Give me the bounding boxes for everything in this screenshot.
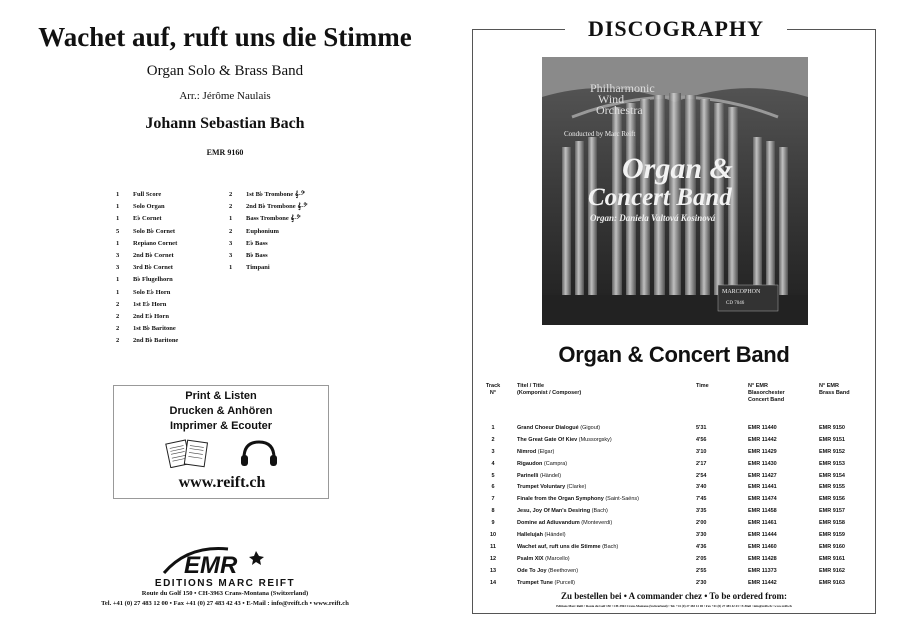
track-emr-concert-band: EMR 11373 [748,567,777,574]
track-composer: (Bach) [602,543,619,550]
track-number: 9 [491,520,495,527]
track-emr-concert-band: EMR 11441 [748,484,777,491]
part-item [116,262,178,274]
parts-list-column-1 [116,189,178,348]
part-name: Solo Organ [133,203,165,211]
part-name: Solo E♭ Horn [133,288,171,296]
track-title: Trumpet Tune [517,579,553,586]
part-quantity: 3 [229,239,233,247]
track-title: Ode To Joy [517,567,547,574]
track-number: 3 [491,448,495,455]
part-name: 1st B♭ Baritone [133,325,176,333]
track-title: Finale from the Organ Symphony [517,496,604,503]
table-row [482,471,870,483]
parts-list-column-2 [229,189,307,274]
track-composer: (Elgar) [537,448,555,455]
part-name: Full Score [133,191,162,198]
track-title-cell [517,520,612,526]
track-title: The Great Gate Of Kiev [517,436,578,443]
part-name: 3rd B♭ Cornet [133,264,173,272]
track-emr-brass-band: EMR 9152 [819,448,845,455]
part-name: E♭ Cornet [133,215,162,223]
part-item [116,213,178,225]
part-quantity: 1 [116,276,120,284]
track-time: 3'30 [696,532,707,539]
part-quantity: 1 [116,215,120,223]
track-time: 4'36 [696,543,707,550]
track-title-cell [517,437,612,443]
track-emr-concert-band: EMR 11442 [748,436,777,443]
track-emr-brass-band: EMR 9151 [819,436,845,443]
track-emr-concert-band: EMR 11460 [748,543,777,550]
part-name: Euphonium [246,227,279,235]
part-quantity: 1 [116,288,120,296]
part-item [229,238,307,250]
publisher-name: EDITIONS MARC REIFT [154,578,296,589]
header-time: Time [696,383,709,389]
track-title-cell [517,568,578,574]
track-emr-brass-band: EMR 9155 [819,484,845,491]
table-row [482,459,870,471]
track-time: 7'45 [696,496,707,503]
table-row [482,482,870,494]
part-name: 2nd B♭ Cornet [133,252,174,260]
track-composer: (Purcell) [554,579,575,586]
part-quantity: 2 [229,227,233,235]
track-emr-concert-band: EMR 11474 [748,496,777,503]
track-emr-concert-band: EMR 11429 [748,448,777,455]
header-track: Track N° [485,383,501,396]
track-title-cell [517,473,561,479]
track-emr-brass-band: EMR 9156 [819,496,845,503]
emr-logo-icon [158,543,278,579]
track-emr-concert-band: EMR 11442 [748,579,777,586]
track-composer: (Mussorgsky) [578,436,612,443]
catalog-code: EMR 9160 [206,148,244,157]
track-time: 2'05 [696,555,707,562]
part-quantity: 2 [116,337,120,345]
track-title-cell [517,461,567,467]
instrumentation: Organ Solo & Brass Band [146,63,304,79]
part-name: Bass Trombone 𝄞-𝄢 [246,215,301,223]
part-item [116,189,178,201]
part-item [116,299,178,311]
track-rows [482,423,870,589]
track-composer: (Monteverdi) [581,520,613,527]
headphones-icon [241,442,277,466]
composer: Johann Sebastian Bach [145,115,305,132]
track-emr-brass-band: EMR 9153 [819,460,845,467]
track-number: 4 [491,460,495,467]
track-emr-brass-band: EMR 9150 [819,425,845,431]
part-name: E♭ Bass [246,239,268,247]
cover-title-line-2: Concert Band [588,184,732,211]
print-line: Imprimer & Ecouter [169,420,273,432]
track-emr-concert-band: EMR 11461 [748,520,777,527]
part-name: Solo B♭ Cornet [133,227,176,235]
arranger: Arr.: Jérôme Naulais [179,90,271,102]
track-number: 2 [491,436,495,443]
track-time: 2'30 [696,579,707,586]
part-name: 2nd B♭ Trombone 𝄞-𝄢 [246,203,308,211]
print-listen-box [113,385,329,499]
publisher-contact: Tel. +41 (0) 27 483 12 00 • Fax +41 (0) 27 483 42 43 • E-Mail : info@reift.ch • www.reift.ch [101,600,349,607]
part-quantity: 3 [116,252,120,260]
track-composer: (Gigout) [580,425,601,431]
part-name: Timpani [246,264,270,272]
track-emr-concert-band: EMR 11440 [748,425,777,431]
track-composer: (Bach) [591,508,608,515]
track-composer: (Campra) [543,460,568,467]
part-item [229,250,307,262]
track-title-cell [517,544,618,550]
cover-conductor: Conducted by Marc Reift [564,130,636,138]
track-composer: (Händel) [539,472,562,479]
track-number: 13 [489,567,497,574]
table-row [482,435,870,447]
part-quantity: 3 [229,252,233,260]
track-composer: (Marcello) [545,555,570,562]
track-title: Rigaudon [517,460,543,467]
track-title-cell [517,532,566,538]
part-item [229,226,307,238]
cover-catalog: CD 7046 [726,301,745,306]
track-time: 3'40 [696,484,707,491]
track-title: Parinelli [517,472,539,479]
track-time: 2'17 [696,460,707,467]
part-item [116,274,178,286]
track-number: 8 [491,508,495,515]
table-row [482,578,870,590]
order-line: Zu bestellen bei • A commander chez • To be ordered from: [560,591,788,601]
track-time: 3'10 [696,448,707,455]
track-emr-brass-band: EMR 9154 [819,472,845,479]
track-emr-concert-band: EMR 11428 [748,555,777,562]
track-title: Jesu, Joy Of Man's Desiring [517,508,591,515]
part-name: 1st B♭ Trombone 𝄞-𝄢 [246,191,305,198]
part-item [229,189,307,201]
part-quantity: 1 [116,203,120,211]
print-line: Drucken & Anhören [169,405,273,417]
track-time: 4'56 [696,436,707,443]
svg-text:EMR: EMR [184,552,238,579]
track-time: 2'00 [696,520,707,527]
track-emr-concert-band: EMR 11427 [748,472,777,479]
track-composer: (Händel) [544,532,566,539]
track-title: Domine ad Adiuvandum [517,520,580,527]
track-title-cell [517,425,600,431]
track-time: 2'55 [696,567,707,574]
cover-orchestra: Philharmonic Wind Orchestra [590,81,655,117]
table-row [482,530,870,542]
track-title: Wachet auf, ruft uns die Stimme [517,543,601,550]
part-item [116,201,178,213]
album-title: Organ & Concert Band [558,342,790,367]
order-address: Editions Marc Reift • Route du Golf 150 • CH-3963 Crans-Montana (Switzerland) • Tel. +41 (0) 27 483 12 00 • Fax +41 (0) 27 483 42 43 • E-Mail : info@reift.ch • www.reift.ch [556,604,792,608]
part-item [116,335,178,347]
track-emr-brass-band: EMR 9162 [819,567,845,574]
piece-title: Wachet auf, ruft uns die Stimme [38,22,412,52]
track-time: 2'54 [696,472,707,479]
part-quantity: 1 [229,264,233,272]
part-name: 2nd B♭ Baritone [133,337,179,345]
part-quantity: 1 [116,191,120,198]
part-quantity: 2 [116,300,120,308]
track-title-cell [517,496,639,502]
track-emr-brass-band: EMR 9158 [819,520,845,527]
track-title: Trumpet Voluntary [517,484,566,491]
part-quantity: 5 [116,227,120,235]
track-title: Hallelujah [517,532,543,539]
track-emr-brass-band: EMR 9157 [819,508,845,515]
part-item [116,311,178,323]
part-item [116,226,178,238]
track-title-cell [517,449,554,455]
track-composer: (Saint-Saëns) [605,496,639,503]
track-composer: (Clarke) [566,484,587,491]
part-item [229,213,307,225]
track-composer: (Beethoven) [548,567,579,574]
track-emr-brass-band: EMR 9161 [819,555,845,562]
table-row [482,566,870,578]
table-row [482,554,870,566]
track-number: 14 [489,579,497,586]
cover-organist: Organ: Daniela Valtová Kosinová [590,213,716,223]
track-title: Psalm XIX [517,555,544,562]
album-cover [542,57,808,325]
table-row [482,494,870,506]
cover-title-line-1: Organ & [622,152,733,185]
track-time: 3'35 [696,508,707,515]
track-number: 1 [491,425,495,431]
cover-label: MARCOPHON [722,289,761,295]
part-quantity: 1 [116,239,120,247]
track-emr-concert-band: EMR 11444 [748,532,777,539]
part-quantity: 2 [229,203,233,211]
track-emr-brass-band: EMR 9163 [819,579,845,586]
track-emr-concert-band: EMR 11458 [748,508,777,515]
part-item [116,287,178,299]
part-name: B♭ Flugelhorn [133,276,173,284]
track-title-cell [517,580,575,586]
part-name: Repiano Cornet [133,239,178,247]
discography-heading: DISCOGRAPHY [565,16,787,42]
part-quantity: 2 [116,313,120,321]
track-number: 12 [489,555,497,562]
track-number: 5 [491,472,495,479]
track-number: 10 [489,532,497,539]
track-title-cell [517,484,586,490]
table-row [482,518,870,530]
track-number: 11 [490,543,496,550]
print-line: Print & Listen [185,390,257,402]
track-time: 5'31 [696,425,707,431]
publisher-address: Route du Golf 150 • CH-3963 Crans-Montana (Switzerland) [141,590,309,597]
track-number: 6 [491,484,495,491]
part-item [229,201,307,213]
table-row [482,542,870,554]
sheet-music-headphones-icon [162,438,282,468]
part-quantity: 1 [229,215,233,223]
header-title: Titel / Title (Komponist / Composer) [517,383,582,396]
table-row [482,447,870,459]
table-row [482,506,870,518]
table-row [482,423,870,435]
part-name: B♭ Bass [246,252,268,260]
track-title: Nimrod [517,448,537,455]
track-emr-brass-band: EMR 9159 [819,532,845,539]
track-title: Grand Choeur Dialogué [517,425,579,431]
header-emr-concert-band: N° EMR Blasorchester Concert Band [748,383,785,403]
part-quantity: 3 [116,264,120,272]
track-title-cell [517,556,570,562]
part-quantity: 2 [116,325,120,333]
part-item [116,250,178,262]
part-name: 1st E♭ Horn [133,300,167,308]
part-item [229,262,307,274]
track-emr-concert-band: EMR 11430 [748,460,777,467]
track-number: 7 [491,496,495,503]
part-quantity: 2 [229,191,233,198]
track-title-cell [517,508,608,514]
header-emr-brass-band: N° EMR Brass Band [819,383,850,396]
part-item [116,238,178,250]
part-item [116,323,178,335]
part-name: 2nd E♭ Horn [133,313,169,321]
track-emr-brass-band: EMR 9160 [819,543,845,550]
website-link[interactable]: www.reift.ch [178,474,266,491]
